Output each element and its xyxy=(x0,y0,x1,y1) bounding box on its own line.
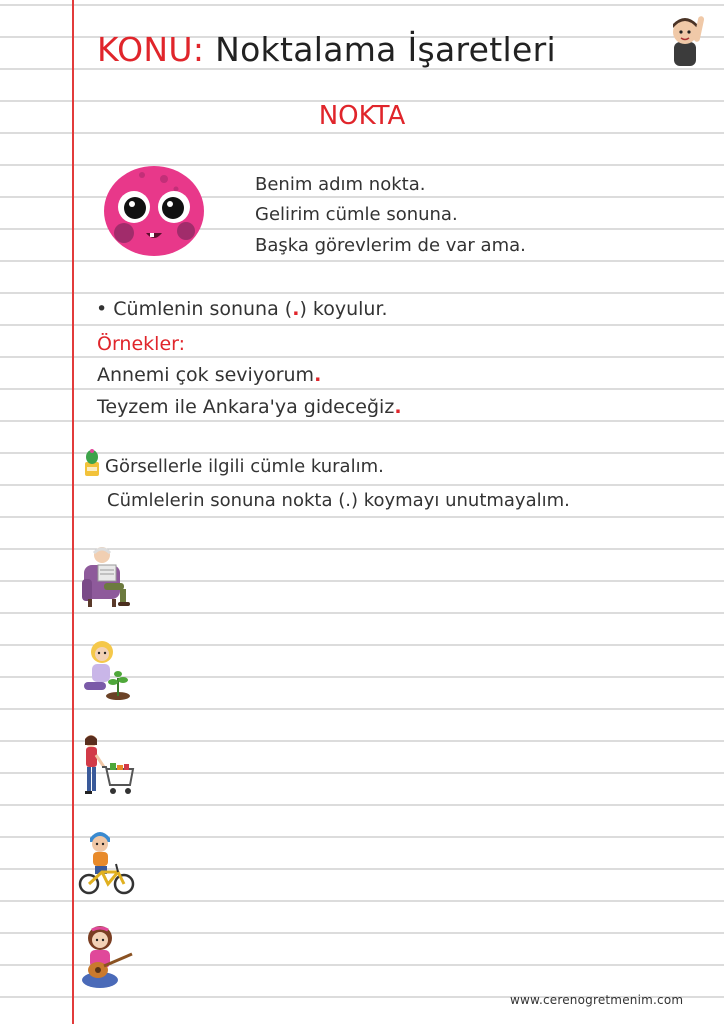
example-mark: . xyxy=(394,396,402,418)
instruction-line-1: Görsellerle ilgili cümle kuralım. xyxy=(105,456,384,477)
rule-text-after: koyulur. xyxy=(306,298,388,320)
rule-mark: . xyxy=(292,298,300,320)
pink-dot-mascot-icon xyxy=(102,165,206,257)
waving-kid-icon xyxy=(666,12,706,68)
old-man-reading-icon xyxy=(80,543,134,609)
rule-statement xyxy=(96,298,388,320)
rule-paren-open: ( xyxy=(284,298,293,320)
example-sentence xyxy=(97,396,402,418)
example-mark: . xyxy=(314,364,322,386)
poem-line-3: Başka görevlerim de var ama. xyxy=(255,235,526,256)
example-sentence xyxy=(97,364,321,386)
title-konu-label: KONU: xyxy=(97,30,205,69)
example-text: Teyzem ile Ankara'ya gideceğiz xyxy=(97,396,395,418)
woman-shopping-cart-icon xyxy=(80,733,136,801)
cactus-icon xyxy=(80,448,104,478)
examples-label: Örnekler: xyxy=(97,333,186,355)
girl-guitar-icon xyxy=(78,924,136,992)
rule-text-before: Cümlenin sonuna xyxy=(113,298,285,320)
boy-bicycle-icon xyxy=(78,828,136,896)
title-topic: Noktalama İşaretleri xyxy=(215,30,556,69)
footer-website: www.cerenogretmenim.com xyxy=(510,993,684,1007)
girl-planting-tree-icon xyxy=(80,638,134,704)
poem-line-2: Gelirim cümle sonuna. xyxy=(255,204,458,225)
section-title: NOKTA xyxy=(318,101,406,131)
instruction-line-2: Cümlelerin sonuna nokta (.) koymayı unutmayalım. xyxy=(107,490,570,511)
margin-line xyxy=(72,0,74,1024)
poem-line-1: Benim adım nokta. xyxy=(255,174,426,195)
rule-paren-close: ) xyxy=(299,298,307,320)
page-title xyxy=(97,30,556,69)
example-text: Annemi çok seviyorum xyxy=(97,364,315,386)
bullet: • xyxy=(96,298,108,320)
